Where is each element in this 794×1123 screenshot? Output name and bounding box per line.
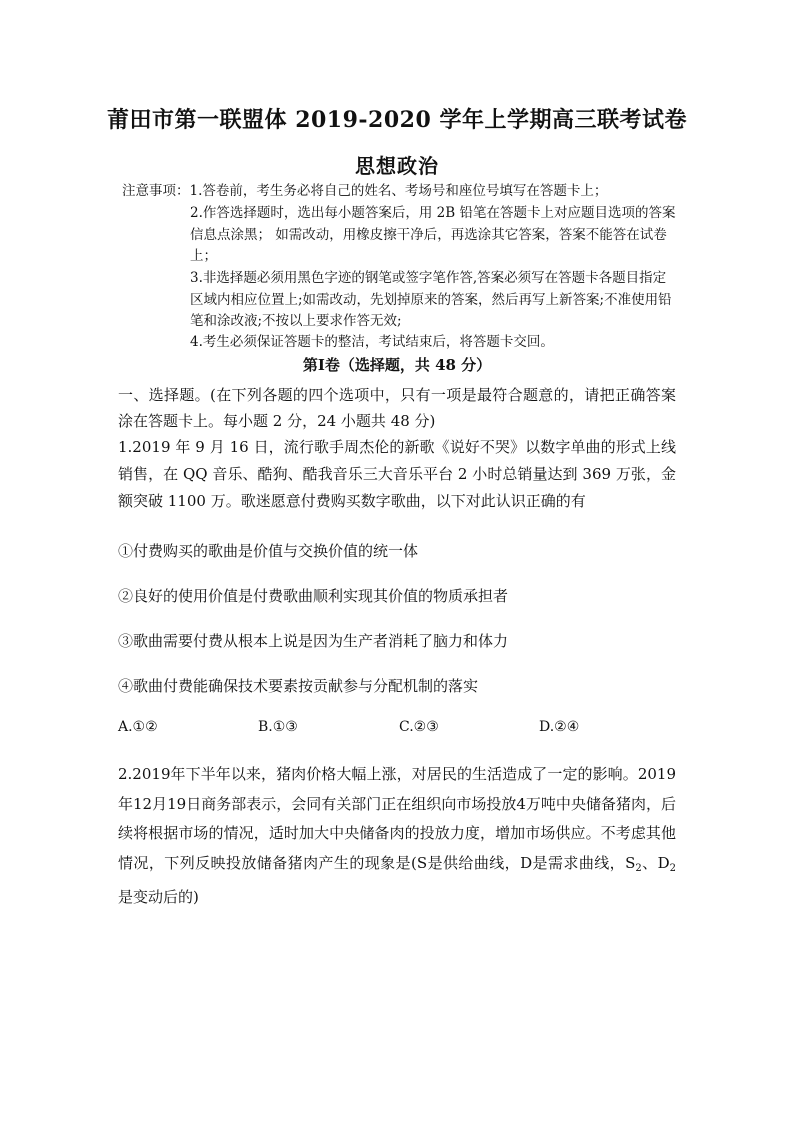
q2-stem-text: 2.2019年下半年以来，猪肉价格大幅上涨，对居民的生活造成了一定的影响。2019年12月19日商务部表示，会同有关部门正在组织向市场投放4万吨中央储备猪肉，后续将根据市场的情况，适时加大中央储备肉的投放力度，增加市场供应。不考虑其他情况，下列反映投放储备猪肉产生的现象是(S是供给曲线，D是需求曲线， [118,765,676,872]
q2-stem-end: 是变动后的) [118,888,199,906]
note-item-2: 2.作答选择题时，选出每小题答案后，用 2B 铅笔在答题卡上对应题目选项的答案信息点涂黑； 如需改动，用橡皮擦干净后，再选涂其它答案，答案不能答在试卷上； [190,205,676,264]
q2-s-subscript: 2 [635,862,642,874]
question-2-stem [118,760,676,913]
question-1-stem: 1.2019 年 9 月 16 日，流行歌手周杰伦的新歌《说好不哭》以数字单曲的形式上线销售，在 QQ 音乐、酷狗、酷我音乐三大音乐平台 2 小时总销量达到 369 万张，金额突破 1100 万。歌迷愿意付费购买数字歌曲，以下对此认识正确的有 [118,438,676,510]
q1-choice-b[interactable]: B.①③ [258,719,298,735]
q1-statement-2: ②良好的使用价值是付费歌曲顺利实现其价值的物质承担者 [118,587,509,605]
section-instruction: 一、选择题。(在下列各题的四个选项中，只有一项是最符合题意的，请把正确答案涂在答题卡上。每小题 2 分，24 小题共 48 分) [118,386,676,430]
subject-title: 思想政治 [355,154,439,178]
q1-statement-1: ①付费购买的歌曲是价值与交换价值的统一体 [118,542,419,560]
note-item-3: 3.非选择题必须用黑色字迹的钢笔或签字笔作答,答案必须写在答题卡各题目指定区域内相应位置上;如需改动，先划掉原来的答案，然后再写上新答案;不准使用铅笔和涂改液;不按以上要求作答无效; [190,270,672,329]
q1-choice-c[interactable]: C.②③ [399,719,439,735]
q1-statement-4: ④歌曲付费能确保技术要素按贡献参与分配机制的落实 [118,677,479,695]
note-item-1: 1.答卷前，考生务必将自己的姓名、考场号和座位号填写在答题卡上； [189,183,608,199]
q2-d-subscript: 2 [669,862,676,874]
q1-choice-d[interactable]: D.②④ [539,719,580,735]
section-heading: 第Ⅰ卷（选择题，共 48 分） [302,356,492,374]
q1-statement-3: ③歌曲需要付费从根本上说是因为生产者消耗了脑力和体力 [118,632,509,650]
notes-first-line [122,181,682,203]
q2-s-label: S [625,853,636,872]
exam-title: 莆田市第一联盟体 2019-2020 学年上学期高三联考试卷 [107,107,687,133]
notes-label: 注意事项： [122,183,190,199]
q2-d-label: 、D [641,853,670,872]
note-item-4: 4.考生必须保证答题卡的整洁，考试结束后，将答题卡交回。 [190,334,554,350]
q1-choice-a[interactable]: A.①② [118,719,158,735]
